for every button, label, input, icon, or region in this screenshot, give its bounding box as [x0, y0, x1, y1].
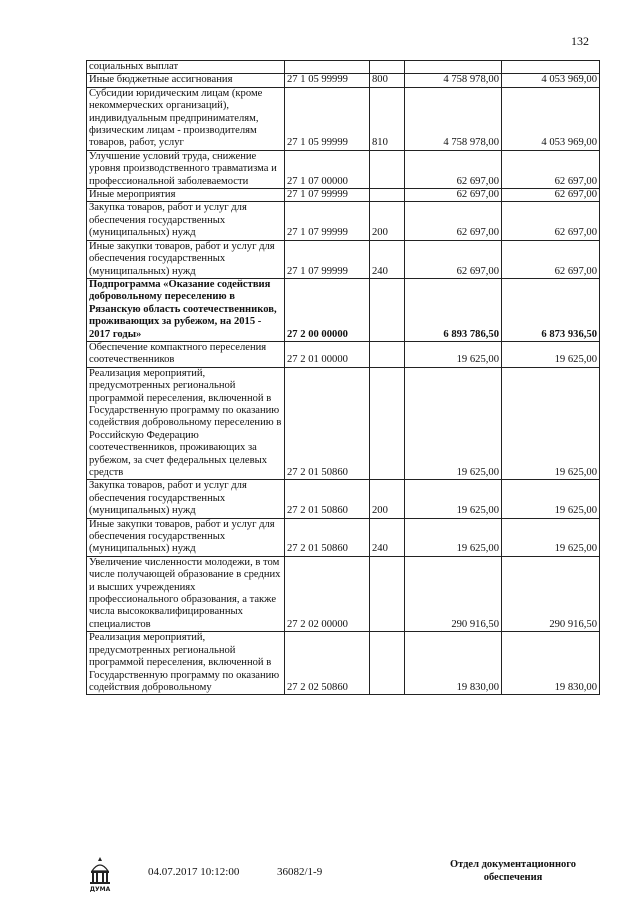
cell-sum1	[405, 61, 502, 74]
cell-name: Иные закупки товаров, работ и услуг для обеспечения государственных (муниципальных) нужд	[87, 240, 285, 278]
cell-code: 27 2 01 00000	[285, 341, 370, 367]
cell-sum1: 4 758 978,00	[405, 74, 502, 87]
cell-sum1: 19 830,00	[405, 632, 502, 695]
cell-vr: 240	[370, 518, 405, 556]
cell-sum1: 62 697,00	[405, 150, 502, 188]
cell-code: 27 1 05 99999	[285, 87, 370, 150]
cell-vr	[370, 367, 405, 480]
cell-sum1: 6 893 786,50	[405, 278, 502, 341]
cell-name: социальных выплат	[87, 61, 285, 74]
footer-doc-number: 36082/1-9	[277, 866, 323, 878]
cell-sum2: 62 697,00	[502, 202, 600, 240]
table-row	[87, 278, 600, 341]
cell-sum1: 19 625,00	[405, 518, 502, 556]
cell-vr	[370, 632, 405, 695]
cell-vr	[370, 341, 405, 367]
cell-code: 27 2 01 50860	[285, 367, 370, 480]
cell-name: Улучшение условий труда, снижение уровня производственного травматизма и профессиональной заболеваемости	[87, 150, 285, 188]
cell-name: Иные закупки товаров, работ и услуг для обеспечения государственных (муниципальных) нужд	[87, 518, 285, 556]
cell-code: 27 2 00 00000	[285, 278, 370, 341]
cell-sum2	[502, 61, 600, 74]
cell-code: 27 1 07 99999	[285, 202, 370, 240]
table-row	[87, 632, 600, 695]
cell-vr: 800	[370, 74, 405, 87]
cell-name: Подпрограмма «Оказание содействия добровольному переселению в Рязанскую область соотечественников, проживающих за рубежом, на 2015 - 2017 годы»	[87, 278, 285, 341]
table-row	[87, 61, 600, 74]
budget-table	[86, 60, 600, 695]
cell-name: Закупка товаров, работ и услуг для обеспечения государственных (муниципальных) нужд	[87, 202, 285, 240]
cell-sum2: 19 625,00	[502, 480, 600, 518]
table-row	[87, 240, 600, 278]
cell-vr: 200	[370, 202, 405, 240]
cell-sum2: 19 625,00	[502, 367, 600, 480]
cell-name: Обеспечение компактного переселения соотечественников	[87, 341, 285, 367]
cell-sum2: 19 830,00	[502, 632, 600, 695]
cell-code: 27 2 01 50860	[285, 480, 370, 518]
table-row	[87, 518, 600, 556]
cell-vr	[370, 61, 405, 74]
table-row	[87, 189, 600, 202]
cell-name: Закупка товаров, работ и услуг для обеспечения государственных (муниципальных) нужд	[87, 480, 285, 518]
cell-sum2: 19 625,00	[502, 518, 600, 556]
cell-name: Реализация мероприятий, предусмотренных региональной программой переселения, включенной в Государственную программу по оказанию содействия добровольному переселению в Российскую Федерацию соотечественников, проживающих за рубежом, за счет федеральных целевых средств	[87, 367, 285, 480]
table-row	[87, 341, 600, 367]
table-row	[87, 480, 600, 518]
cell-code	[285, 61, 370, 74]
footer-department: Отдел документационного обеспечения	[449, 859, 577, 883]
cell-vr	[370, 556, 405, 631]
cell-sum2: 19 625,00	[502, 341, 600, 367]
table-row	[87, 367, 600, 480]
cell-vr	[370, 150, 405, 188]
cell-name: Реализация мероприятий, предусмотренных региональной программой переселения, включенной в Государственную программу по оказанию содействия добровольному	[87, 632, 285, 695]
cell-sum2: 290 916,50	[502, 556, 600, 631]
cell-code: 27 2 01 50860	[285, 518, 370, 556]
cell-sum2: 62 697,00	[502, 240, 600, 278]
cell-sum1: 4 758 978,00	[405, 87, 502, 150]
page-number: 132	[571, 34, 589, 48]
cell-vr	[370, 278, 405, 341]
table-row	[87, 87, 600, 150]
table-row	[87, 74, 600, 87]
duma-logo-icon	[87, 855, 113, 893]
table-row	[87, 556, 600, 631]
cell-name: Иные бюджетные ассигнования	[87, 74, 285, 87]
cell-sum1: 19 625,00	[405, 480, 502, 518]
cell-sum2: 6 873 936,50	[502, 278, 600, 341]
cell-vr: 200	[370, 480, 405, 518]
cell-sum1: 19 625,00	[405, 341, 502, 367]
cell-sum1: 62 697,00	[405, 189, 502, 202]
logo-text: ДУМА	[89, 886, 111, 893]
cell-sum2: 62 697,00	[502, 189, 600, 202]
cell-vr: 810	[370, 87, 405, 150]
cell-sum1: 290 916,50	[405, 556, 502, 631]
cell-sum1: 62 697,00	[405, 240, 502, 278]
cell-sum2: 4 053 969,00	[502, 74, 600, 87]
cell-code: 27 1 07 99999	[285, 240, 370, 278]
cell-code: 27 1 05 99999	[285, 74, 370, 87]
cell-name: Субсидии юридическим лицам (кроме некоммерческих организаций), индивидуальным предпринимателям, физическим лицам - производителям товаров, работ, услуг	[87, 87, 285, 150]
table-row	[87, 202, 600, 240]
cell-vr: 240	[370, 240, 405, 278]
cell-vr	[370, 189, 405, 202]
cell-name: Увеличение численности молодежи, в том числе получающей образование в средних и высших учреждениях профессионального образования, а также числа высококвалифицированных специалистов	[87, 556, 285, 631]
cell-sum2: 62 697,00	[502, 150, 600, 188]
cell-name: Иные мероприятия	[87, 189, 285, 202]
budget-table-body	[87, 61, 600, 695]
cell-sum1: 19 625,00	[405, 367, 502, 480]
footer-date: 04.07.2017 10:12:00	[148, 866, 240, 878]
cell-code: 27 2 02 00000	[285, 556, 370, 631]
table-row	[87, 150, 600, 188]
cell-code: 27 1 07 00000	[285, 150, 370, 188]
cell-code: 27 1 07 99999	[285, 189, 370, 202]
cell-sum2: 4 053 969,00	[502, 87, 600, 150]
cell-code: 27 2 02 50860	[285, 632, 370, 695]
cell-sum1: 62 697,00	[405, 202, 502, 240]
